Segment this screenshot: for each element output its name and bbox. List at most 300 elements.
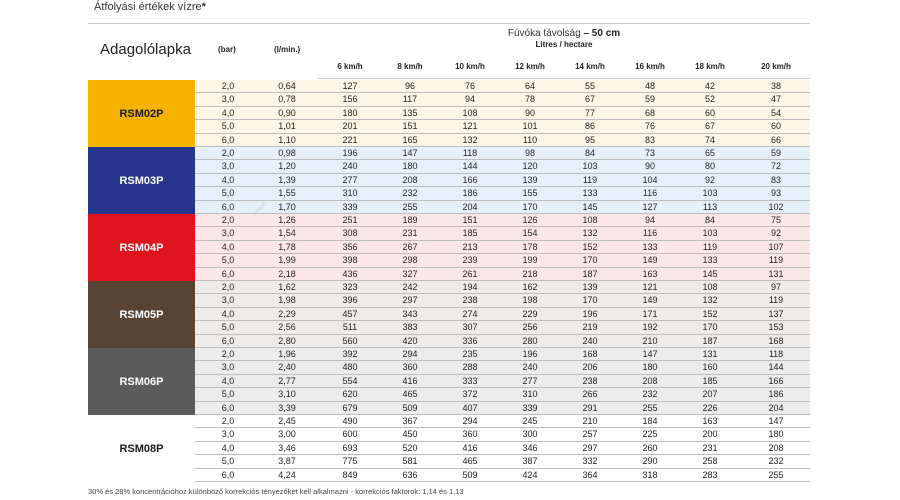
cell-rate: 117 [402, 94, 418, 105]
table-row [195, 281, 810, 294]
table-row [195, 402, 810, 415]
cell-rate: 255 [768, 469, 784, 480]
cell-rate: 166 [768, 375, 784, 386]
cell-rate: 52 [704, 94, 715, 105]
cell-rate: 210 [582, 416, 598, 426]
cell-rate: 283 [702, 469, 718, 480]
cell-rate: 600 [342, 429, 358, 440]
cell-rate: 255 [402, 201, 418, 212]
cell-rate: 97 [770, 282, 781, 292]
cell-rate: 679 [342, 402, 358, 413]
cell-rate: 383 [402, 322, 418, 333]
cell-rate: 294 [462, 416, 478, 426]
cell-rate: 110 [522, 134, 538, 145]
cell-rate: 187 [582, 268, 598, 279]
cell-rate: 288 [462, 362, 478, 373]
table-row [195, 268, 810, 281]
cell-bar: 6,0 [221, 469, 235, 480]
cell-lmin: 1,01 [278, 121, 296, 132]
group-rows [195, 214, 810, 281]
cell-rate: 240 [522, 362, 538, 373]
cell-lmin: 2,18 [278, 268, 296, 279]
cell-bar: 4,0 [221, 174, 235, 185]
cell-rate: 152 [582, 241, 598, 252]
cell-rate: 54 [770, 107, 781, 118]
cell-lmin: 1,10 [278, 134, 296, 145]
cell-rate: 132 [462, 134, 478, 145]
cell-rate: 208 [402, 174, 418, 185]
cell-rate: 280 [522, 335, 538, 346]
cell-rate: 239 [462, 255, 478, 266]
cell-rate: 367 [402, 416, 418, 426]
cell-rate: 277 [522, 375, 538, 386]
cell-rate: 78 [524, 94, 535, 105]
cell-rate: 310 [342, 188, 358, 199]
cell-lmin: 4,24 [278, 469, 296, 480]
cell-rate: 231 [402, 228, 418, 239]
cell-lmin: 2,45 [278, 416, 296, 426]
cell-rate: 48 [644, 81, 655, 91]
cell-rate: 226 [702, 402, 718, 413]
cell-rate: 64 [524, 81, 535, 91]
cell-rate: 144 [768, 362, 784, 373]
cell-lmin: 2,40 [278, 362, 296, 373]
cell-lmin: 2,77 [278, 375, 296, 386]
cell-rate: 108 [702, 282, 718, 292]
cell-rate: 103 [702, 228, 718, 239]
cell-rate: 147 [402, 148, 418, 158]
cell-rate: 242 [402, 282, 418, 292]
speed-header-0: 6 km/h [337, 62, 363, 71]
cell-rate: 170 [582, 295, 598, 306]
cell-rate: 165 [402, 134, 418, 145]
page-title-text: Átfolyási értékek vízre [94, 1, 202, 13]
cell-rate: 346 [522, 442, 538, 453]
cell-rate: 67 [704, 121, 715, 132]
cell-rate: 206 [582, 362, 598, 373]
litres-per-hectare-header: Litres / hectare [535, 40, 593, 49]
cell-rate: 98 [524, 148, 535, 158]
cell-bar: 5,0 [221, 389, 235, 400]
watermark: ~ [238, 190, 281, 229]
cell-rate: 258 [702, 456, 718, 467]
cell-rate: 343 [402, 308, 418, 319]
cell-bar: 4,0 [221, 107, 235, 118]
cell-rate: 255 [642, 402, 658, 413]
table-row [195, 321, 810, 334]
cell-rate: 339 [522, 402, 538, 413]
cell-rate: 457 [342, 308, 358, 319]
table-row [195, 227, 810, 240]
cell-rate: 199 [522, 255, 538, 266]
cell-rate: 135 [402, 107, 418, 118]
cell-rate: 238 [582, 375, 598, 386]
cell-rate: 84 [584, 148, 595, 158]
cell-bar: 3,0 [221, 295, 235, 306]
cell-rate: 65 [704, 148, 715, 158]
group-label: RSM03P [88, 147, 195, 214]
cell-rate: 333 [462, 375, 478, 386]
speed-header-divider [318, 78, 810, 79]
cell-rate: 93 [770, 188, 781, 199]
group-rows [195, 281, 810, 348]
cell-rate: 200 [702, 429, 718, 440]
cell-rate: 225 [642, 429, 658, 440]
cell-bar: 4,0 [221, 442, 235, 453]
cell-rate: 465 [402, 389, 418, 400]
cell-rate: 162 [522, 282, 538, 292]
cell-bar: 6,0 [221, 402, 235, 413]
cell-rate: 849 [342, 469, 358, 480]
cell-rate: 396 [342, 295, 358, 306]
cell-rate: 232 [642, 389, 658, 400]
cell-rate: 73 [644, 148, 655, 158]
cell-rate: 775 [342, 456, 358, 467]
table-row [195, 93, 810, 106]
cell-rate: 294 [402, 349, 418, 359]
cell-lmin: 3,87 [278, 456, 296, 467]
cell-rate: 147 [768, 416, 784, 426]
speed-header-3: 12 km/h [515, 62, 545, 71]
cell-rate: 232 [768, 456, 784, 467]
cell-bar: 4,0 [221, 308, 235, 319]
cell-rate: 240 [582, 335, 598, 346]
cell-rate: 151 [402, 121, 418, 132]
cell-rate: 170 [702, 322, 718, 333]
cell-rate: 196 [522, 349, 538, 359]
cell-rate: 107 [768, 241, 784, 252]
cell-bar: 2,0 [221, 148, 235, 158]
table-row [195, 388, 810, 401]
cell-lmin: 1,98 [278, 295, 296, 306]
cell-lmin: 3,39 [278, 402, 296, 413]
cell-rate: 155 [522, 188, 538, 199]
cell-rate: 229 [522, 308, 538, 319]
cell-rate: 290 [642, 456, 658, 467]
cell-rate: 238 [462, 295, 478, 306]
cell-rate: 490 [342, 416, 358, 426]
cell-bar: 2,0 [221, 81, 235, 91]
cell-rate: 38 [770, 81, 781, 91]
cell-rate: 465 [462, 456, 478, 467]
cell-rate: 298 [402, 255, 418, 266]
table-row [195, 375, 810, 388]
cell-rate: 581 [402, 456, 418, 467]
table-row [195, 308, 810, 321]
group-rows [195, 415, 810, 482]
cell-rate: 208 [642, 375, 658, 386]
cell-rate: 277 [342, 174, 358, 185]
cell-rate: 60 [704, 107, 715, 118]
group-label: RSM06P [88, 348, 195, 415]
cell-rate: 210 [642, 335, 658, 346]
cell-bar: 2,0 [221, 282, 235, 292]
cell-rate: 103 [582, 161, 598, 172]
cell-rate: 364 [582, 469, 598, 480]
cell-rate: 137 [768, 308, 784, 319]
group-rows [195, 147, 810, 214]
cell-rate: 119 [768, 295, 784, 306]
group-rows [195, 80, 810, 147]
cell-rate: 80 [704, 161, 715, 172]
cell-rate: 166 [462, 174, 478, 185]
cell-rate: 266 [582, 389, 598, 400]
cell-rate: 171 [642, 308, 658, 319]
group-rsm04p [88, 214, 810, 281]
cell-bar: 5,0 [221, 255, 235, 266]
cell-rate: 509 [462, 469, 478, 480]
cell-rate: 207 [702, 389, 718, 400]
cell-rate: 310 [522, 389, 538, 400]
cell-rate: 92 [704, 174, 715, 185]
table-row [195, 294, 810, 307]
cell-rate: 291 [582, 402, 598, 413]
cell-rate: 178 [522, 241, 538, 252]
cell-rate: 104 [642, 174, 658, 185]
cell-rate: 154 [522, 228, 538, 239]
cell-rate: 232 [402, 188, 418, 199]
table-row [195, 160, 810, 173]
cell-rate: 127 [342, 81, 358, 91]
cell-rate: 180 [402, 161, 418, 172]
cell-rate: 133 [642, 241, 658, 252]
cell-rate: 360 [462, 429, 478, 440]
cell-rate: 121 [642, 282, 658, 292]
cell-rate: 132 [702, 295, 718, 306]
cell-bar: 4,0 [221, 375, 235, 386]
table-row [195, 469, 810, 482]
column-header-bar: (bar) [218, 45, 236, 54]
cell-lmin: 3,00 [278, 429, 296, 440]
cell-rate: 103 [702, 188, 718, 199]
cell-rate: 180 [342, 107, 358, 118]
cell-rate: 83 [770, 174, 781, 185]
cell-rate: 119 [702, 241, 718, 252]
cell-rate: 59 [770, 148, 781, 158]
cell-rate: 94 [464, 94, 475, 105]
cell-rate: 76 [464, 81, 475, 91]
cell-rate: 424 [522, 469, 538, 480]
cell-rate: 168 [582, 349, 598, 359]
cell-rate: 132 [582, 228, 598, 239]
cell-rate: 509 [402, 402, 418, 413]
cell-rate: 416 [402, 375, 418, 386]
page-title [94, 1, 206, 13]
group-label: RSM02P [88, 80, 195, 147]
cell-bar: 2,0 [221, 215, 235, 225]
cell-rate: 256 [522, 322, 538, 333]
cell-bar: 3,0 [221, 362, 235, 373]
table-row [195, 254, 810, 267]
table-row [195, 80, 810, 93]
cell-rate: 185 [702, 375, 718, 386]
cell-rate: 318 [642, 469, 658, 480]
group-label: RSM04P [88, 214, 195, 281]
cell-bar: 2,0 [221, 349, 235, 359]
cell-rate: 113 [702, 201, 718, 212]
cell-bar: 5,0 [221, 121, 235, 132]
header-divider [88, 23, 810, 24]
nozzle-distance-label: Fúvóka távolság [507, 28, 581, 39]
group-label: RSM08P [88, 415, 195, 482]
cell-rate: 520 [402, 442, 418, 453]
speed-header-4: 14 km/h [575, 62, 605, 71]
cell-rate: 332 [582, 456, 598, 467]
footnote: 30% és 28% koncentrációhoz különböző korrekciós tényezőket kell alkalmazni - korrekciós faktorok: 1,14 és 1,13 [88, 487, 464, 496]
cell-rate: 185 [462, 228, 478, 239]
cell-rate: 204 [768, 402, 784, 413]
cell-rate: 118 [768, 349, 784, 359]
group-rows [195, 348, 810, 415]
cell-rate: 86 [584, 121, 595, 132]
cell-rate: 387 [522, 456, 538, 467]
speed-header-6: 18 km/h [695, 62, 725, 71]
cell-rate: 300 [522, 429, 538, 440]
cell-rate: 392 [342, 349, 358, 359]
cell-rate: 149 [642, 255, 658, 266]
cell-rate: 560 [342, 335, 358, 346]
column-header-lmin: (l/min.) [274, 45, 301, 54]
speed-header-2: 10 km/h [455, 62, 485, 71]
cell-lmin: 1,78 [278, 241, 296, 252]
cell-rate: 198 [522, 295, 538, 306]
cell-lmin: 1,54 [278, 228, 296, 239]
cell-rate: 131 [768, 268, 784, 279]
cell-rate: 101 [522, 121, 538, 132]
cell-bar: 6,0 [221, 134, 235, 145]
cell-rate: 480 [342, 362, 358, 373]
cell-rate: 67 [584, 94, 595, 105]
cell-rate: 308 [342, 228, 358, 239]
cell-rate: 201 [342, 121, 358, 132]
cell-rate: 297 [582, 442, 598, 453]
cell-lmin: 3,10 [278, 389, 296, 400]
cell-rate: 72 [770, 161, 781, 172]
cell-rate: 186 [768, 389, 784, 400]
cell-rate: 121 [462, 121, 478, 132]
speed-header-row [318, 62, 810, 74]
cell-bar: 3,0 [221, 228, 235, 239]
cell-rate: 187 [702, 335, 718, 346]
cell-rate: 196 [342, 148, 358, 158]
group-rsm08p [88, 415, 810, 482]
cell-bar: 3,0 [221, 161, 235, 172]
cell-rate: 339 [342, 201, 358, 212]
cell-rate: 152 [702, 308, 718, 319]
cell-rate: 116 [642, 188, 658, 199]
cell-lmin: 1,55 [278, 188, 296, 199]
cell-rate: 55 [584, 81, 595, 91]
table-row [195, 107, 810, 120]
cell-bar: 6,0 [221, 268, 235, 279]
cell-rate: 180 [642, 362, 658, 373]
cell-rate: 189 [402, 215, 418, 225]
cell-rate: 407 [462, 402, 478, 413]
cell-rate: 274 [462, 308, 478, 319]
cell-rate: 180 [768, 429, 784, 440]
table-row [195, 174, 810, 187]
cell-lmin: 1,99 [278, 255, 296, 266]
cell-bar: 6,0 [221, 201, 235, 212]
cell-rate: 139 [582, 282, 598, 292]
cell-rate: 186 [462, 188, 478, 199]
cell-rate: 127 [642, 201, 658, 212]
cell-rate: 145 [702, 268, 718, 279]
cell-rate: 420 [402, 335, 418, 346]
cell-rate: 184 [642, 416, 658, 426]
cell-rate: 149 [642, 295, 658, 306]
cell-rate: 213 [462, 241, 478, 252]
cell-rate: 261 [462, 268, 478, 279]
cell-rate: 240 [342, 161, 358, 172]
cell-rate: 92 [770, 228, 781, 239]
cell-rate: 133 [582, 188, 598, 199]
cell-rate: 336 [462, 335, 478, 346]
cell-rate: 59 [644, 94, 655, 105]
speed-header-7: 20 km/h [761, 62, 791, 71]
cell-rate: 119 [582, 174, 598, 185]
cell-rate: 194 [462, 282, 478, 292]
table-row [195, 120, 810, 133]
cell-rate: 118 [462, 148, 478, 158]
cell-rate: 160 [702, 362, 718, 373]
cell-rate: 120 [522, 161, 538, 172]
table-row [195, 415, 810, 428]
cell-rate: 168 [768, 335, 784, 346]
cell-rate: 96 [404, 81, 415, 91]
cell-rate: 636 [402, 469, 418, 480]
nozzle-distance-value: – 50 cm [583, 28, 621, 39]
speed-header-5: 16 km/h [635, 62, 665, 71]
table-row [195, 241, 810, 254]
cell-rate: 450 [402, 429, 418, 440]
cell-lmin: 1,70 [278, 201, 296, 212]
table-row [195, 361, 810, 374]
cell-rate: 151 [462, 215, 478, 225]
table-row [195, 187, 810, 200]
cell-bar: 6,0 [221, 335, 235, 346]
table-row [195, 348, 810, 361]
cell-rate: 76 [644, 121, 655, 132]
cell-rate: 170 [522, 201, 538, 212]
cell-rate: 267 [402, 241, 418, 252]
cell-rate: 208 [768, 442, 784, 453]
cell-rate: 218 [522, 268, 538, 279]
cell-lmin: 0,64 [278, 81, 296, 91]
cell-lmin: 0,90 [278, 107, 296, 118]
cell-rate: 221 [342, 134, 358, 145]
cell-rate: 90 [644, 161, 655, 172]
cell-bar: 3,0 [221, 429, 235, 440]
cell-rate: 108 [462, 107, 478, 118]
cell-lmin: 0,78 [278, 94, 296, 105]
cell-rate: 90 [524, 107, 535, 118]
cell-rate: 94 [644, 215, 655, 225]
nozzle-distance-header [318, 28, 810, 39]
cell-bar: 5,0 [221, 456, 235, 467]
cell-rate: 170 [582, 255, 598, 266]
cell-rate: 47 [770, 94, 781, 105]
page-title-asterisk: * [201, 1, 206, 13]
cell-rate: 554 [342, 375, 358, 386]
cell-rate: 116 [642, 228, 658, 239]
group-rsm02p [88, 80, 810, 147]
group-rsm03p [88, 147, 810, 214]
cell-rate: 245 [522, 416, 538, 426]
cell-rate: 108 [582, 215, 598, 225]
cell-bar: 5,0 [221, 188, 235, 199]
cell-rate: 231 [702, 442, 718, 453]
